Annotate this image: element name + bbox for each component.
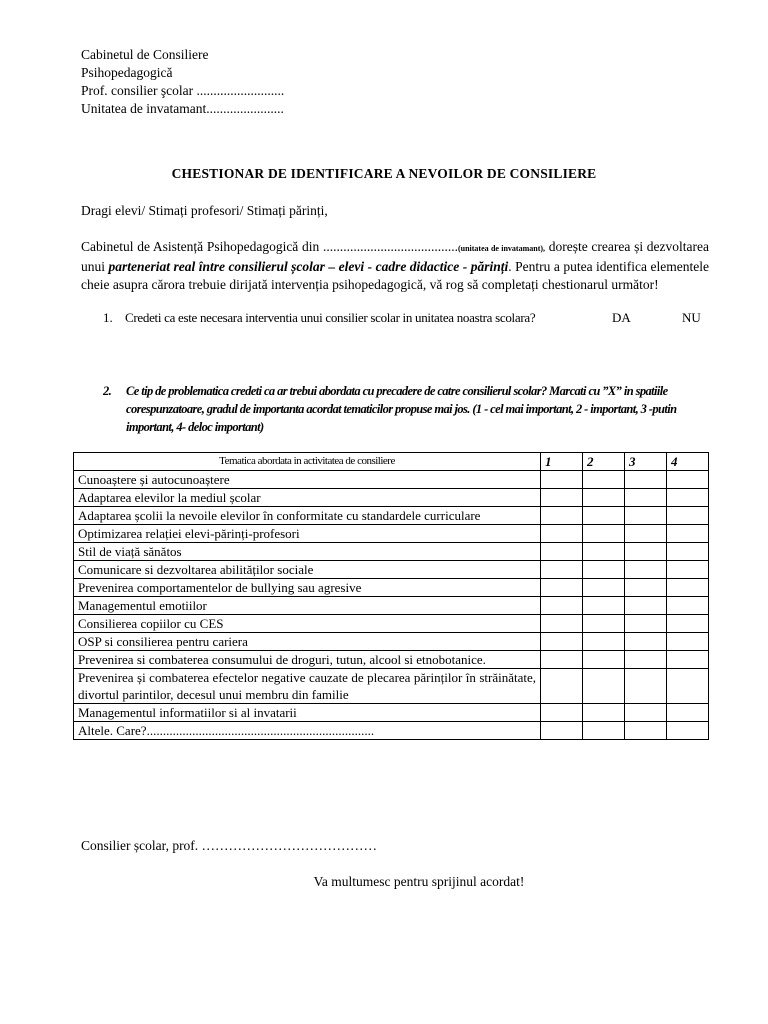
rating-cell-1[interactable]: [541, 633, 583, 651]
rating-cell-2[interactable]: [583, 507, 625, 525]
intro-note: (unitatea de invatamant),: [457, 244, 546, 253]
rating-cell-2[interactable]: [583, 525, 625, 543]
rating-cell-2[interactable]: [583, 597, 625, 615]
rating-cell-4[interactable]: [667, 489, 709, 507]
rating-cell-4[interactable]: [667, 525, 709, 543]
table-row: [74, 525, 709, 543]
rating-cell-2[interactable]: [583, 489, 625, 507]
header-prof: Prof. consilier şcolar ..........................: [81, 83, 285, 98]
table-row: [74, 561, 709, 579]
rating-cell-4[interactable]: [667, 507, 709, 525]
rating-cell-4[interactable]: [667, 615, 709, 633]
table-header-topic: Tematica abordata in activitatea de consiliere: [74, 453, 541, 471]
rating-cell-3[interactable]: [625, 525, 667, 543]
table-header-col-2: 2: [583, 453, 625, 471]
rating-cell-4[interactable]: [667, 633, 709, 651]
table-header-col-3: 3: [625, 453, 667, 471]
topic-label: Managementul informatiilor si al invatarii: [74, 704, 541, 722]
rating-cell-3[interactable]: [625, 669, 667, 704]
rating-cell-1[interactable]: [541, 507, 583, 525]
table-row: [74, 597, 709, 615]
topic-label: Optimizarea relației elevi-părinți-profesori: [74, 525, 541, 543]
rating-cell-4[interactable]: [667, 579, 709, 597]
table-header-col-1: 1: [541, 453, 583, 471]
table-row: [74, 507, 709, 525]
rating-cell-1[interactable]: [541, 579, 583, 597]
header-block: [81, 46, 284, 118]
rating-cell-1[interactable]: [541, 722, 583, 740]
answer-nu[interactable]: NU: [682, 310, 701, 325]
topics-table: [73, 452, 709, 740]
rating-cell-3[interactable]: [625, 543, 667, 561]
rating-cell-1[interactable]: [541, 561, 583, 579]
rating-cell-2[interactable]: [583, 561, 625, 579]
topics-table-body: [74, 471, 709, 740]
rating-cell-4[interactable]: [667, 597, 709, 615]
rating-cell-2[interactable]: [583, 633, 625, 651]
topic-label: Comunicare si dezvoltarea abilităților sociale: [74, 561, 541, 579]
table-header-row: [74, 453, 709, 471]
rating-cell-3[interactable]: [625, 722, 667, 740]
rating-cell-1[interactable]: [541, 489, 583, 507]
header-unitate: Unitatea de invatamant.......................: [81, 101, 284, 116]
header-psihopedagogica: Psihopedagogică: [81, 65, 173, 80]
rating-cell-2[interactable]: [583, 579, 625, 597]
rating-cell-2[interactable]: [583, 615, 625, 633]
rating-cell-3[interactable]: [625, 507, 667, 525]
rating-cell-2[interactable]: [583, 704, 625, 722]
question-2-number: 2.: [103, 384, 112, 398]
rating-cell-4[interactable]: [667, 704, 709, 722]
rating-cell-4[interactable]: [667, 543, 709, 561]
table-row: [74, 543, 709, 561]
rating-cell-3[interactable]: [625, 633, 667, 651]
topic-label: Cunoaștere și autocunoaștere: [74, 471, 541, 489]
rating-cell-2[interactable]: [583, 651, 625, 669]
table-row: [74, 722, 709, 740]
table-row: [74, 669, 709, 704]
table-row: [74, 651, 709, 669]
signature-line: Consilier școlar, prof. …………………………………: [81, 838, 378, 853]
rating-cell-4[interactable]: [667, 651, 709, 669]
topic-label: Prevenirea si combaterea consumului de droguri, tutun, alcool si etnobotanice.: [74, 651, 541, 669]
table-row: [74, 489, 709, 507]
intro-part1: Cabinetul de Asistență Psihopedagogică din ........................................: [81, 239, 458, 254]
rating-cell-3[interactable]: [625, 615, 667, 633]
table-row: [74, 615, 709, 633]
topic-label: Altele. Care?......................................................................: [74, 722, 541, 740]
rating-cell-1[interactable]: [541, 704, 583, 722]
rating-cell-1[interactable]: [541, 471, 583, 489]
rating-cell-1[interactable]: [541, 669, 583, 704]
table-row: [74, 471, 709, 489]
question-2: [103, 382, 683, 436]
rating-cell-3[interactable]: [625, 579, 667, 597]
intro-part2: dorește crearea și dezvoltarea unui: [81, 239, 709, 274]
intro-part3: . Pentru a putea identifica elementele cheie asupra cărora trebuie dirijată intervenția psihopedagogică, vă rog să completați chestionarul următor!: [81, 259, 709, 292]
rating-cell-4[interactable]: [667, 669, 709, 704]
intro-emphasis: parteneriat real între consilierul școlar – elevi - cadre didactice - părinți: [108, 259, 509, 274]
question-1-number: 1.: [103, 310, 113, 325]
document-title: CHESTIONAR DE IDENTIFICARE A NEVOILOR DE CONSILIERE: [171, 166, 597, 181]
rating-cell-1[interactable]: [541, 543, 583, 561]
topic-label: Consilierea copiilor cu CES: [74, 615, 541, 633]
rating-cell-4[interactable]: [667, 561, 709, 579]
intro-paragraph: [81, 238, 709, 294]
topic-label: Adaptarea elevilor la mediul școlar: [74, 489, 541, 507]
table-row: [74, 704, 709, 722]
answer-da[interactable]: DA: [612, 310, 631, 325]
rating-cell-3[interactable]: [625, 561, 667, 579]
rating-cell-2[interactable]: [583, 471, 625, 489]
topic-label: Adaptarea școlii la nevoile elevilor în conformitate cu standardele curriculare: [74, 507, 541, 525]
rating-cell-2[interactable]: [583, 669, 625, 704]
question-2-text: Ce tip de problematica credeti ca ar trebui abordata cu precadere de catre consilierul scolar? Marcati cu ”X” in spatiile corespunzatoare, gradul de importanta acordat tematicilor propuse mai jos. (1 - cel mai important, 2 - important, 3 -putin important, 4- deloc important): [126, 384, 677, 434]
topic-label: Prevenirea și combaterea efectelor negative cauzate de plecarea părinților în străinătate, divortul parintilor, decesul unui membru din familie: [74, 669, 541, 704]
rating-cell-3[interactable]: [625, 704, 667, 722]
rating-cell-3[interactable]: [625, 651, 667, 669]
topic-label: OSP si consilierea pentru cariera: [74, 633, 541, 651]
topic-label: Managementul emotiilor: [74, 597, 541, 615]
rating-cell-1[interactable]: [541, 525, 583, 543]
topic-label: Prevenirea comportamentelor de bullying sau agresive: [74, 579, 541, 597]
rating-cell-4[interactable]: [667, 471, 709, 489]
rating-cell-2[interactable]: [583, 543, 625, 561]
header-cabinet: Cabinetul de Consiliere: [81, 47, 209, 62]
topic-label: Stil de viață sănătos: [74, 543, 541, 561]
rating-cell-2[interactable]: [583, 722, 625, 740]
thanks-line: Va multumesc pentru sprijinul acordat!: [313, 874, 525, 889]
rating-cell-1[interactable]: [541, 615, 583, 633]
rating-cell-3[interactable]: [625, 489, 667, 507]
rating-cell-4[interactable]: [667, 722, 709, 740]
rating-cell-1[interactable]: [541, 597, 583, 615]
rating-cell-3[interactable]: [625, 597, 667, 615]
rating-cell-1[interactable]: [541, 651, 583, 669]
question-1-text: Credeti ca este necesara interventia unui consilier scolar in unitatea noastra scolara?: [125, 310, 536, 325]
table-row: [74, 633, 709, 651]
table-header-col-4: 4: [667, 453, 709, 471]
table-row: [74, 579, 709, 597]
greeting: Dragi elevi/ Stimați profesori/ Stimați părinți,: [81, 203, 328, 218]
rating-cell-3[interactable]: [625, 471, 667, 489]
